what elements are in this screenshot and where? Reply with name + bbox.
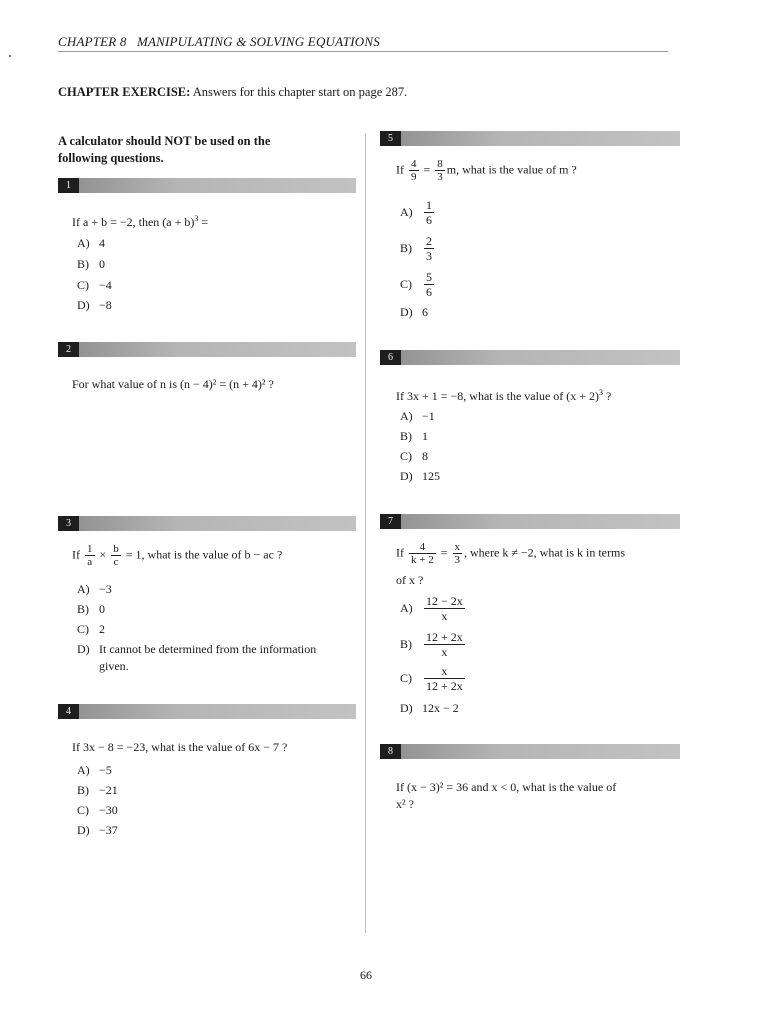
question-8-line2: x² ?: [396, 797, 414, 811]
question-bar-7: [380, 514, 680, 529]
question-bar-2: [58, 342, 356, 357]
option-label: D): [77, 298, 90, 312]
option-text: 125: [422, 469, 440, 483]
option-text: It cannot be determined from the information given.: [99, 642, 317, 673]
exercise-text: Answers for this chapter start on page 287.: [192, 85, 408, 99]
fraction: [435, 158, 445, 183]
question-4-text: If 3x − 8 = −23, what is the value of 6x − 7 ?: [72, 740, 288, 754]
answer-option[interactable]: [77, 602, 105, 617]
scan-mark: [9, 55, 11, 57]
question-bar-8: [380, 744, 680, 759]
question-6-prefix: If 3x + 1 = −8, what is the value of (x + 2): [396, 389, 600, 403]
answer-option[interactable]: [77, 763, 112, 778]
denominator: 9: [411, 171, 417, 183]
answer-option[interactable]: [77, 783, 118, 798]
option-label: C): [400, 277, 412, 291]
fraction: [409, 541, 436, 566]
numerator: 1: [426, 198, 432, 212]
answer-option[interactable]: [77, 641, 317, 675]
question-bar-5: [380, 131, 680, 146]
question-bar-4: [58, 704, 356, 719]
exercise-label: CHAPTER EXERCISE:: [58, 85, 191, 99]
option-label: B): [77, 602, 89, 616]
denominator: 12 + 2x: [426, 679, 463, 693]
denominator: x: [424, 608, 465, 623]
chapter-title: MANIPULATING & SOLVING EQUATIONS: [136, 34, 380, 49]
denominator: 3: [426, 249, 432, 263]
fraction: [424, 198, 434, 227]
answer-option[interactable]: [77, 257, 105, 272]
option-label: B): [77, 783, 89, 797]
question-bar-3: [58, 516, 356, 531]
option-text: −3: [99, 582, 112, 596]
question-bar-1: [58, 178, 356, 193]
numerator: x: [441, 664, 448, 678]
option-text: 0: [99, 602, 105, 616]
option-label: A): [400, 205, 413, 219]
question-number: 5: [380, 131, 401, 146]
question-7-text: [396, 541, 681, 566]
option-label: B): [400, 637, 412, 651]
header-rule: [58, 51, 668, 52]
option-label: C): [77, 278, 89, 292]
option-label: A): [400, 601, 413, 615]
numerator: 8: [437, 158, 443, 170]
option-text: −37: [99, 823, 118, 837]
question-6-exponent: 3: [599, 388, 604, 397]
option-label: D): [400, 701, 413, 715]
question-bar-6: [380, 350, 680, 365]
chapter-exercise-note: [58, 85, 407, 100]
option-text: 4: [99, 236, 105, 250]
answer-option[interactable]: [77, 622, 105, 637]
option-text: −1: [422, 409, 435, 423]
option-label: D): [400, 305, 413, 319]
fraction: [111, 543, 121, 568]
answer-option[interactable]: [400, 198, 436, 227]
equals-sign: =: [440, 545, 448, 560]
chapter-header: [58, 34, 380, 50]
fraction: [424, 664, 465, 693]
numerator: x: [454, 541, 460, 553]
option-label: B): [400, 429, 412, 443]
question-6-suffix: ?: [603, 389, 612, 403]
numerator: 4: [411, 158, 417, 170]
denominator: 3: [454, 554, 460, 566]
answer-option[interactable]: [400, 429, 428, 444]
option-label: B): [77, 257, 89, 271]
answer-option[interactable]: [77, 803, 118, 818]
column-divider: [365, 133, 366, 933]
numerator: 12 − 2x: [426, 594, 463, 608]
question-number: 2: [58, 342, 79, 357]
fraction: [453, 541, 463, 566]
question-1-exponent: 3: [194, 214, 199, 223]
numerator: 1: [87, 543, 93, 555]
question-6-text: [396, 384, 611, 405]
calculator-warning: A calculator should NOT be used on the following questions.: [58, 134, 271, 165]
answer-option[interactable]: [400, 234, 436, 263]
option-text: −21: [99, 783, 118, 797]
option-label: C): [77, 803, 89, 817]
fraction: [85, 543, 95, 568]
answer-option[interactable]: [400, 305, 428, 320]
answer-option[interactable]: [77, 278, 112, 293]
option-label: A): [77, 763, 90, 777]
question-number: 8: [380, 744, 401, 759]
fraction: [424, 594, 465, 623]
question-5-text: [396, 158, 577, 183]
times-sign: ×: [99, 547, 107, 562]
question-3-tail: = 1, what is the value of b − ac ?: [125, 547, 283, 562]
answer-option[interactable]: [77, 236, 105, 251]
fraction: [424, 270, 434, 299]
question-1-text: [72, 210, 208, 231]
fraction: [424, 234, 434, 263]
equals-sign: =: [423, 162, 431, 177]
option-label: D): [77, 642, 90, 656]
numerator: 5: [426, 270, 432, 284]
denominator: a: [85, 555, 95, 568]
question-7-tail: , where k ≠ −2, what is k in terms: [464, 545, 625, 560]
question-3-text: [72, 543, 282, 568]
option-text: −4: [99, 278, 112, 292]
numerator: 12 + 2x: [426, 630, 463, 644]
option-text: 12x − 2: [422, 701, 459, 715]
option-label: A): [400, 409, 413, 423]
option-label: D): [77, 823, 90, 837]
answer-option[interactable]: [400, 270, 436, 299]
option-label: A): [77, 582, 90, 596]
answer-option[interactable]: [77, 823, 118, 838]
question-7-lead: If: [396, 545, 404, 560]
denominator: x: [424, 644, 465, 659]
denominator: 6: [426, 213, 432, 227]
answer-option[interactable]: [400, 630, 467, 659]
denominator: c: [111, 555, 121, 568]
denominator: k + 2: [411, 554, 434, 566]
question-7-line2: of x ?: [396, 573, 424, 587]
question-number: 3: [58, 516, 79, 531]
option-label: C): [77, 622, 89, 636]
answer-option[interactable]: [400, 701, 459, 716]
answer-option[interactable]: [400, 469, 440, 484]
question-1-suffix: =: [198, 215, 209, 229]
question-8-line1: If (x − 3)² = 36 and x < 0, what is the value of: [396, 780, 617, 794]
option-text: 1: [422, 429, 428, 443]
question-number: 6: [380, 350, 401, 365]
question-number: 1: [58, 178, 79, 193]
page-number: 66: [360, 968, 372, 982]
option-label: C): [400, 449, 412, 463]
answer-option[interactable]: [77, 582, 112, 597]
chapter-label: CHAPTER 8: [58, 34, 127, 49]
answer-option[interactable]: [400, 664, 467, 693]
option-text: −30: [99, 803, 118, 817]
option-text: 8: [422, 449, 428, 463]
question-number: 4: [58, 704, 79, 719]
denominator: 3: [437, 171, 443, 183]
fraction: [424, 630, 465, 659]
option-text: −8: [99, 298, 112, 312]
option-text: 6: [422, 305, 428, 319]
denominator: 6: [426, 285, 432, 299]
question-number: 7: [380, 514, 401, 529]
option-text: 2: [99, 622, 105, 636]
answer-option[interactable]: [77, 298, 112, 313]
question-2-text: For what value of n is (n − 4)² = (n + 4)² ?: [72, 377, 274, 391]
option-text: 0: [99, 257, 105, 271]
numerator: 4: [419, 541, 426, 553]
fraction: [409, 158, 419, 183]
option-text: −5: [99, 763, 112, 777]
answer-option[interactable]: [400, 449, 428, 464]
numerator: 2: [426, 234, 432, 248]
question-3-lead: If: [72, 547, 80, 562]
question-5-lead: If: [396, 162, 404, 177]
option-label: B): [400, 241, 412, 255]
option-label: C): [400, 671, 412, 685]
answer-option[interactable]: [400, 409, 435, 424]
numerator: b: [113, 543, 119, 555]
answer-option[interactable]: [400, 594, 467, 623]
question-1-prefix: If a + b = −2, then (a + b): [72, 215, 195, 229]
question-5-tail: m, what is the value of m ?: [446, 162, 577, 177]
option-label: D): [400, 469, 413, 483]
option-label: A): [77, 236, 90, 250]
